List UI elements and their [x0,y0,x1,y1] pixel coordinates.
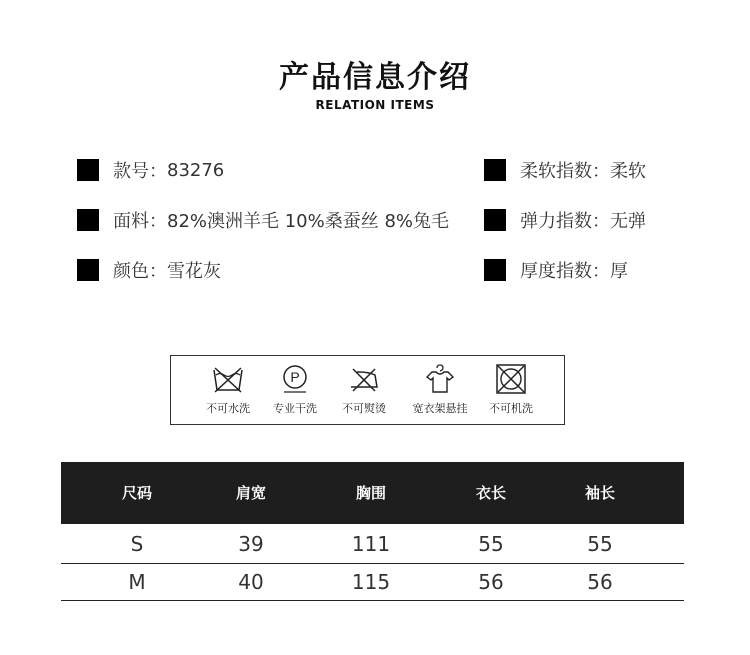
page-title: 产品信息介绍 [279,60,471,95]
size-table-header [61,462,684,524]
care-label: 不可机洗 [489,402,533,415]
no-tumble-dry-icon [494,364,528,394]
info-label: 颜色： [113,261,167,282]
table-cell: 56 [587,570,613,594]
info-label: 款号： [113,161,167,182]
column-header: 尺码 [121,484,152,502]
svg-text:P: P [290,369,300,385]
hanger-dry-icon [423,364,457,394]
table-cell: M [128,570,146,594]
info-value: 83276 [167,159,225,181]
care-item [329,364,399,416]
no-iron-icon [347,364,381,394]
info-item-color [77,258,221,282]
table-cell: 55 [478,532,504,556]
info-item-thickness [484,258,628,282]
info-item-fabric [77,208,449,232]
table-cell: 40 [238,570,264,594]
info-item-style-no [77,158,224,182]
bullet-square-icon [77,259,99,281]
care-label: 不可水洗 [206,402,250,415]
info-label: 面料： [113,211,167,232]
care-label: 宽衣架悬挂 [412,402,468,415]
table-bottom-rule [61,600,684,601]
professional-dry-clean-icon [278,364,312,394]
info-value: 柔软 [610,161,646,182]
table-cell: 39 [238,532,264,556]
care-item [260,364,330,416]
bullet-square-icon [77,209,99,231]
info-label: 厚度指数： [520,261,610,282]
table-cell: 56 [478,570,504,594]
care-label: 专业干洗 [273,402,317,415]
table-row [61,563,684,601]
info-value: 雪花灰 [167,261,221,282]
info-label: 柔软指数： [520,161,610,182]
care-label: 不可熨烫 [342,402,386,415]
bullet-square-icon [77,159,99,181]
care-item [405,364,475,416]
info-value: 无弹 [610,211,646,232]
info-item-elasticity [484,208,646,232]
page-subtitle: RELATION ITEMS [315,98,435,112]
table-cell: S [130,532,144,556]
bullet-square-icon [484,159,506,181]
info-label: 弹力指数： [520,211,610,232]
info-item-softness [484,158,646,182]
column-header: 袖长 [584,484,615,502]
table-cell: 115 [351,570,391,594]
bullet-square-icon [484,259,506,281]
column-header: 胸围 [355,484,386,502]
info-value: 82%澳洲羊毛 10%桑蚕丝 8%兔毛 [167,211,450,232]
column-header: 衣长 [475,484,506,502]
no-machine-wash-icon [211,364,245,394]
table-row [61,525,684,563]
care-item [476,364,546,416]
care-instructions-panel [170,355,565,425]
table-cell: 111 [351,532,391,556]
column-header: 肩宽 [235,484,266,502]
table-cell: 55 [587,532,613,556]
care-item [193,364,263,416]
bullet-square-icon [484,209,506,231]
info-value: 厚 [610,261,628,282]
